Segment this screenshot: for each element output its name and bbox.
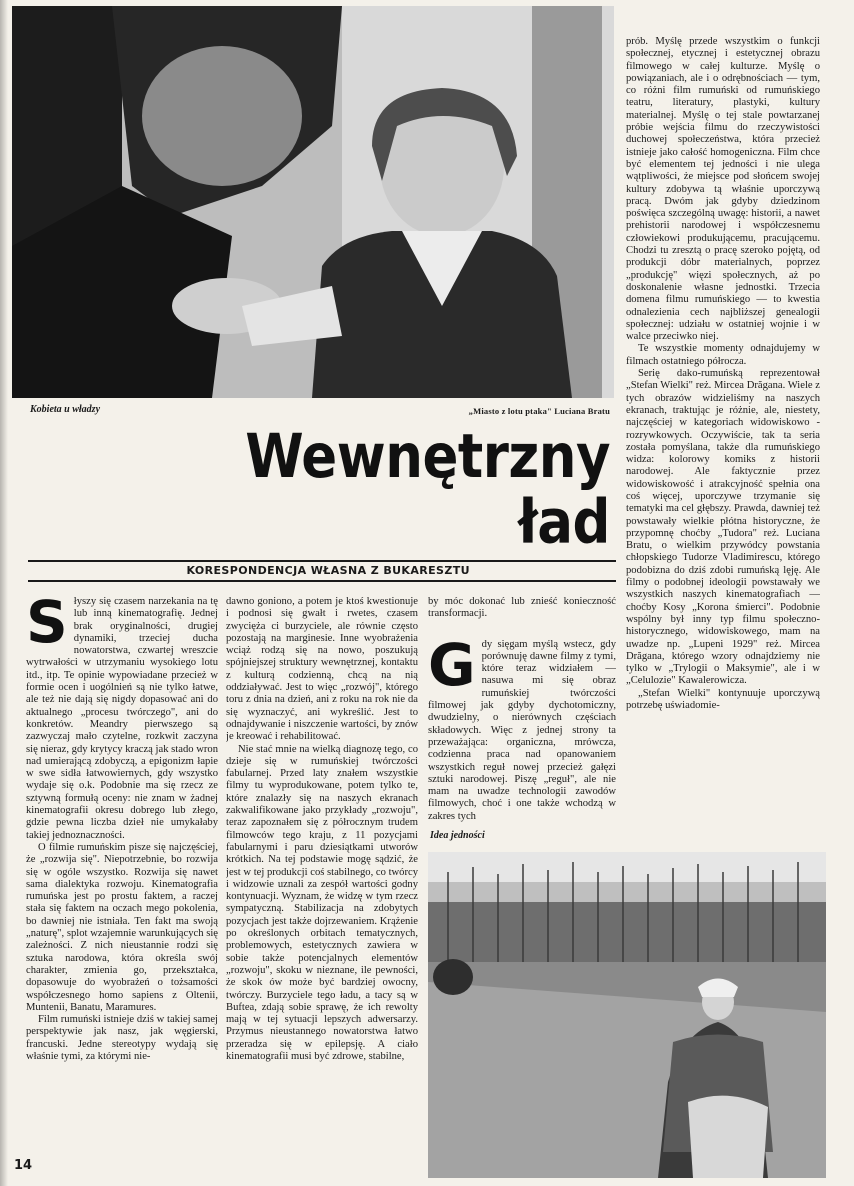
article-column-2 — [226, 596, 418, 1154]
article-column-1 — [26, 596, 218, 1154]
headline-line-2: ład — [518, 487, 610, 558]
headline-text — [180, 421, 610, 558]
col3-paragraph-2: dy sięgam myślą wstecz, gdy porównuję dawne filmy z tymi, które teraz widziałem — nasuwa mi się obraz rumuńskiej twórczości filmowej jak gdyby dychotomiczny, dwudzielny, o nierównych częściach składowych. Więc z jednej strony ta przeważająca: organiczna, mrówcza, codzienna praca nad opanowaniem wszystkich reguł nowej przecież gałęzi sztuki narodowej. Piszę „reguł", ale nie mam na uwadze technologii zawodów filmowych, choć i one także wchodzą w zakres tych — [428, 638, 616, 822]
article-column-4 — [626, 36, 820, 822]
dropcap-s: S — [26, 596, 68, 656]
photo-caption-top-right: „Miasto z lotu ptaka" Luciana Bratu — [468, 406, 610, 416]
col2-paragraph-1: dawno goniono, a potem je ktoś kwestionuje i podnosi się gwałt i rwetes, czasem zwycięża ci burzyciele, ale równie często pozostają na marginesie. Inne wyobrażenia wciąż rodzą się na nowo, poszukują spójniejszej struktury wewnętrznej, kontaktu z kulturą codzienną, chcą na nią oddziaływać. Jest to więc „rozwój", którego toru z dnia na dzień, ani z roku na rok nie da się wyznaczyć, ani wykreślić. Jest to odnajdywanie i niszczenie wartości, by znów je kreować i rehabilitować. — [226, 596, 418, 743]
bottom-photo — [428, 852, 826, 1178]
col4-paragraph-1: prób. Myślę przede wszystkim o funkcji społecznej, etycznej i estetycznej obrazu filmowego w całej kulturze. Myślę o powiązaniach, ale i o odrębnościach — tym, co różni film rumuński od rumuńskiego teatru, literatury, plastyki, kultury materialnej. Myślę o tej stale powtarzanej próbie wejścia filmu do rzeczywistości duchowej społeczeństwa, która przecież istnieje jako całość homogeniczna. Film chce być elementem tej jedności i nie ulega wątpliwości, że miejsce pod słońcem swojej kultury zdobywa tą właśnie uporczywą pracą. Dwóm jak gdyby dziedzinom poświęca szczególną uwagę: historii, a nawet prehistorii narodowej i współczesnemu człowiekowi produkującemu, pracującemu. Chodzi tu zresztą o pracę szeroko pojętą, od produkcji dóbr materialnych, poprzez „produkcję" więzi społecznych, aż po doskonalenie własne jednostki. Trzecia domena filmu rumuńskiego — to kwestia odnalezienia cech najbliższej genealogii społecznej: udziału w ostatniej wojnie i w walce przeciwko niej. — [626, 36, 820, 343]
subhead-rule-bottom — [28, 580, 616, 582]
col1-paragraph-1: łyszy się czasem narzekania na tę lub inną kinematografię. Jednej brak oryginalności, drugiej dynamiki, trzeciej ducha nowatorstwa, czwartej wreszcie wytrwałości w utrzymaniu wysokiego lotu itd., itp. Te opinie wypowiadane przecież w formie ocen i uogólnień są nie tylko łatwe, ale też nie dają się nigdy dopasować ani do aktualnego „procesu twórczego", ani do konkretów. Meandry pierwszego są zazwyczaj mało czytelne, rozkwit zaczyna się nieraz, gdy krytycy kraczą jak stado wron nad umierającą zdobyczą, a epigonizm łapie w swe sidła łatwowiernych, gdy wszystko wydaje się o.k. Podobnie ma się rzecz ze sztywną formułą oceny: nie znam w żadnej kinematografii okresu dobrego lub złego, gdzie pewna liczba dzieł nie umykałaby takiej jednoznaczności. — [26, 596, 218, 841]
page-number: 14 — [14, 1158, 33, 1173]
bottom-photo-image — [428, 852, 826, 1178]
col3-paragraph-1: by móc dokonać lub znieść konieczność transformacji. — [428, 596, 616, 620]
col4-paragraph-4: „Stefan Wielki" kontynuuje uporczywą potrzebę uświadomie- — [626, 687, 820, 712]
subhead-rule-top — [28, 560, 616, 562]
headline-line-1: Wewnętrzny — [245, 421, 610, 492]
col2-paragraph-2: Nie stać mnie na wielką diagnozę tego, co dzieje się w rumuńskiej twórczości fabularnej. Przed laty znałem wszystkie filmy tu wyprodukowane, potem tylko te, które znalazły się na naszych ekranach zakwalifikowane jako przykłady „rozwoju", teraz zapoznałem się z półrocznym trudem filmowców tego kraju, z 11 pozycjami fabularnymi i paru dziesiątkami utworów krótkich. Na tej podstawie mogę sądzić, że jest w tej produkcji coś stabilnego, co twórcy i widzowie uznali za zespół wartości godny kontynuacji. Wyznam, że widzę w tym rzecz sympatyczną. Stabilizacja na zdobytych pozycjach jest także dojrzewaniem. Krążenie po określonych orbitach tematycznych, problemowych, estetycznych zawiera w sobie także potencjalnych elementów „rozwoju", skoku w nieznane, ile pewności, że skok ów może być bardziej owocny, twórczy. Burzyciele tego ładu, a tacy są w Buftea, zdają sobie sprawę, że ich rewolty mają w tej sytuacji lepszych adwersarzy. Przymus nieustannego nowatorstwa łatwo przeradza się w epilepsję. A ciało kinematografii musi być zdrowe, stabilne, — [226, 743, 418, 1062]
photo-caption-bottom: Idea jedności — [430, 830, 485, 841]
col4-paragraph-3: Serię dako-rumuńską reprezentował „Stefan Wielki" reż. Mircea Drăgana. Wiele z tych obrazów widzieliśmy na naszych ekranach, traktując je różnie, ale, niestety, najczęściej w kategoriach widowiskowo - rozrywkowych. Oczywiście, tak ta seria została pomyślana, także dla rumuńskiego widza: kolorowy komiks z historii narodowej. Ale faktycznie przez widowiskowość i atrakcyjność spełnia ona coś więcej, uporczywe trzymanie się tematyki ma cel głębszy. Prawda, dawniej też powstawały wielkie płótna historyczne, że przypomnę choćby „Tudora" reż. Luciana Bratu, o wielkim przywódcy powstania chłopskiego Tudorze Vladimirescu, którego podobizna do dziś zdobi rumuńską lęję. Ale filmy o podobnej ideologii powstawały we wszystkich naszych kinematografiach — choćby Kosy „Korona śmierci". Podobnie wspólny był inny typ filmu społeczno-historycznego, widowiskowego, mam na uwadze np. „Lupeni 1929" reż. Mircea Drăgana, którego wzory odnajdziemy nie tylko w „Trylogii o Maksymie", ale i w „Celulozie" Kawalerowicza. — [626, 368, 820, 687]
top-photo-image — [12, 6, 614, 398]
subheadline: KORESPONDENCJA WŁASNA Z BUKARESZTU — [186, 564, 470, 577]
dropcap-g: G — [428, 630, 476, 699]
photo-caption-top-left: Kobieta u władzy — [30, 404, 101, 415]
headline — [180, 421, 610, 558]
article-column-3 — [428, 596, 616, 822]
top-photo — [12, 6, 614, 398]
col4-paragraph-2: Te wszystkie momenty odnajdujemy w filmach ostatniego półrocza. — [626, 343, 820, 367]
page-spine-shadow — [0, 0, 8, 1186]
col1-paragraph-2: O filmie rumuńskim pisze się najczęściej, że „rozwija się". Niepotrzebnie, bo rozwija się w ogóle wszystko. Rozwija się nawet sama dialektyka rozwoju. Kinematografia rumuńska jest po prostu faktem, a raczej stała się faktem na oczach mego pokolenia, bo dawniej nie istniała. Ten fakt ma swoją „naturę", splot wzajemnie warunkujących się zależności. Z nich nieustannie rodzi się sztuka narodowa, która określa swój charakter, zmienia go, przekształca, dopasowuje do wyobrażeń o tożsamości współczesnego homo sapiens z Oltenii, Muntenii, Banatu, Maramures. — [26, 841, 218, 1013]
col1-paragraph-3: Film rumuński istnieje dziś w takiej samej perspektywie jak nasz, jak węgierski, francuski. Jedne stereotypy wydają się właśnie tymi, za którymi nie- — [26, 1014, 218, 1062]
